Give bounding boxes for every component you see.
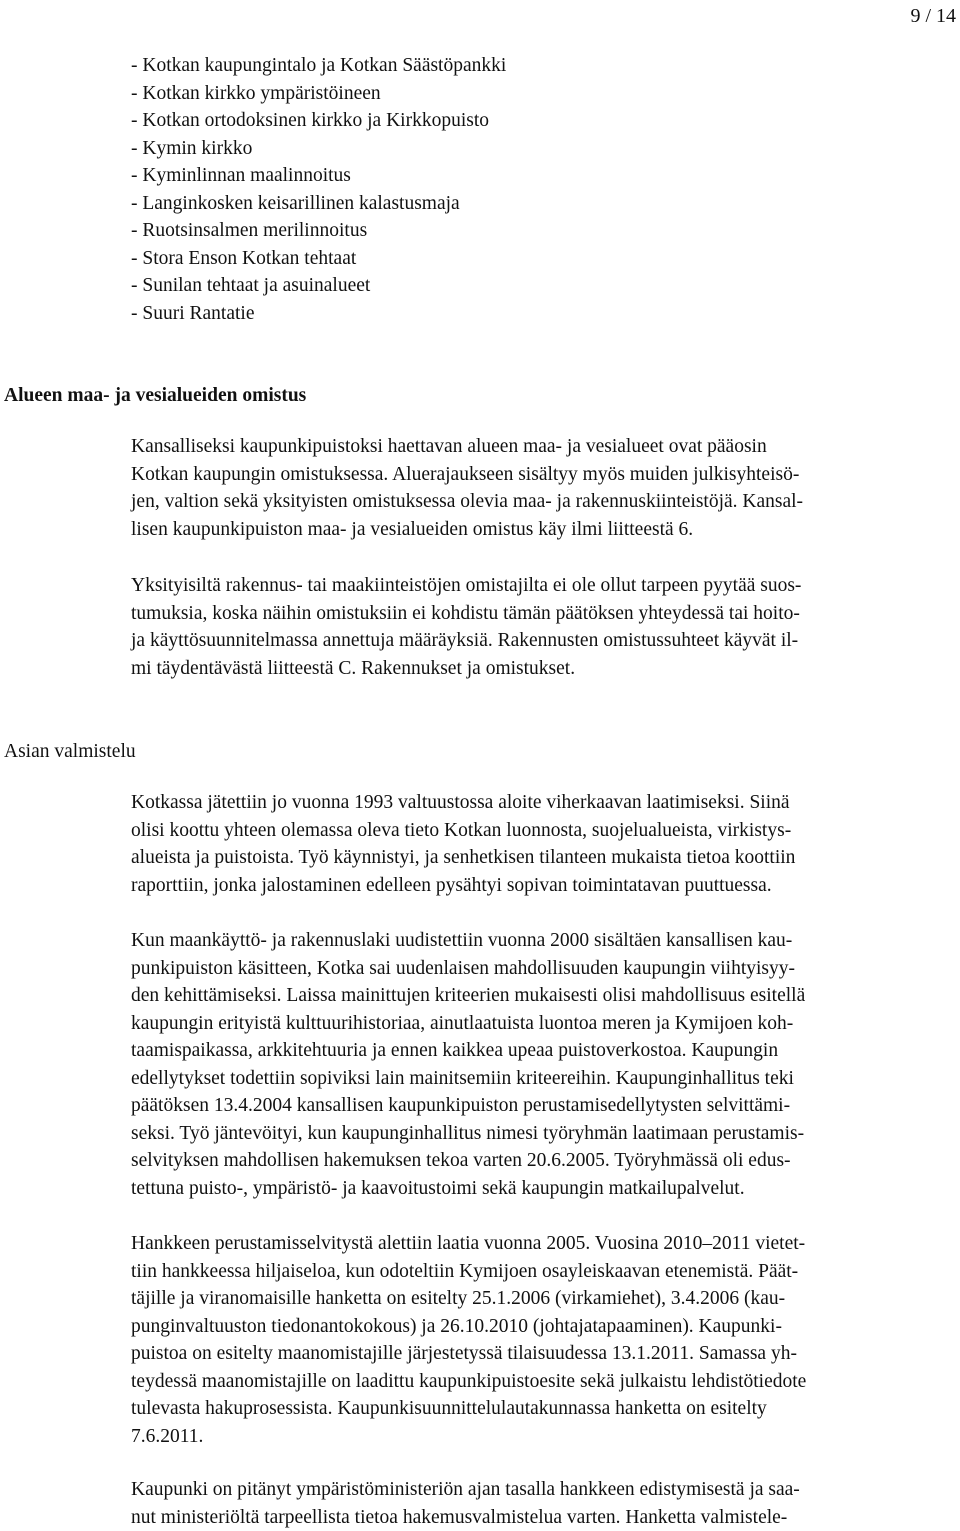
text-line: punkipuiston käsitteen, Kotka sai uudenlaisen mahdollisuuden kaupungin viihtyisyy- bbox=[131, 957, 795, 979]
text-line: Hankkeen perustamisselvitystä alettiin laatia vuonna 2005. Vuosina 2010–2011 vietet- bbox=[131, 1233, 806, 1254]
list-item: - Suuri Rantatie bbox=[131, 302, 255, 324]
list-item: - Langinkosken keisarillinen kalastusmaja bbox=[131, 192, 460, 214]
list-item: - Sunilan tehtaat ja asuinalueet bbox=[131, 275, 371, 296]
text-line: alueista ja puistoista. Työ käynnistyi, ja senhetkisen tilanteen mukaista tietoa koottiin bbox=[131, 847, 796, 868]
text-line: mi täydentävästä liitteestä C. Rakennukset ja omistukset. bbox=[131, 657, 576, 679]
text-line: olisi koottu yhteen olemassa oleva tieto Kotkan luonnosta, suojelualueista, virkistys- bbox=[131, 819, 792, 841]
preparation-paragraph-1 bbox=[131, 789, 960, 899]
text-line: Yksityisiltä rakennus- tai maakiinteistöjen omistajilta ei ole ollut tarpeen pyytää suos- bbox=[131, 575, 802, 596]
text-line: Kotkassa jätettiin jo vuonna 1993 valtuustossa aloite viherkaavan laatimiseksi. Siinä bbox=[131, 792, 790, 813]
text-line: jen, valtion sekä yksityisten omistuksessa olevia maa- ja rakennuskiinteistöjä. Kansal- bbox=[131, 491, 804, 512]
text-line: lisen kaupunkipuiston maa- ja vesialueiden omistus käy ilmi liitteestä 6. bbox=[131, 518, 694, 540]
text-line: taamispaikassa, arkkitehtuuria ja ennen kaikkea upeaa puistoverkostoa. Kaupungin bbox=[131, 1040, 779, 1061]
text-line: Kotkan kaupungin omistuksessa. Aluerajaukseen sisältyy myös muiden julkisyhteisö- bbox=[131, 463, 800, 485]
text-line: edellytykset todettiin sopiviksi lain mainitsemiin kriteereihin. Kaupunginhallitus teki bbox=[131, 1067, 794, 1089]
text-line: seksi. Työ jäntevöityi, kun kaupunginhallitus nimesi työryhmän laatimaan perustamis- bbox=[131, 1122, 805, 1144]
text-line: selvityksen mahdollisen hakemuksen tekoa varten 20.6.2005. Työryhmässä oli edus- bbox=[131, 1150, 791, 1171]
list-item: - Ruotsinsalmen merilinnoitus bbox=[131, 220, 368, 241]
text-line: den kehittämiseksi. Laissa mainittujen kriteerien mukaisesti olisi mahdollisuus esitellä bbox=[131, 985, 806, 1006]
text-line: punginvaltuuston tiedonantokokous) ja 26.10.2010 (johtajatapaaminen). Kaupunki- bbox=[131, 1315, 782, 1337]
text-line: Kaupunki on pitänyt ympäristöministeriön ajan tasalla hankkeen edistymisestä ja saa- bbox=[131, 1479, 800, 1500]
text-line: ja käyttösuunnitelmassa annettuja määräyksiä. Rakennusten omistussuhteet käyvät il- bbox=[131, 630, 799, 651]
text-line: puistoa on esitelty maanomistajille järjestetyssä tilaisuudessa 13.1.2011. Samassa yh- bbox=[131, 1343, 797, 1364]
text-line: kaupungin erityistä kulttuurihistoriaa, ainutlaatuista luontoa meren ja Kymijoen koh- bbox=[131, 1012, 794, 1034]
text-line: 7.6.2011. bbox=[131, 1425, 204, 1447]
text-line: päätöksen 13.4.2004 kansallisen kaupunkipuiston perustamisedellytysten selvittämi- bbox=[131, 1095, 791, 1116]
text-line: täjille ja viranomaisille hanketta on esitelty 25.1.2006 (virkamiehet), 3.4.2006 (kau- bbox=[131, 1288, 786, 1309]
page-number: 9 / 14 bbox=[910, 5, 956, 27]
list-item: - Kotkan kaupungintalo ja Kotkan Säästöpankki bbox=[131, 55, 507, 76]
ownership-heading: Alueen maa- ja vesialueiden omistus bbox=[4, 385, 307, 406]
landmark-list bbox=[131, 52, 506, 327]
preparation-heading: Asian valmistelu bbox=[4, 741, 136, 762]
text-line: tiin hankkeessa hiljaiseloa, kun odoteltiin Kymijoen osayleiskaavan etenemistä. Päät- bbox=[131, 1260, 799, 1282]
list-item: - Kymin kirkko bbox=[131, 137, 253, 159]
ownership-paragraph-2 bbox=[131, 572, 960, 682]
text-line: teydessä maanomistajille on laadittu kaupunkipuistoesite sekä julkaistu lehdistötiedote bbox=[131, 1370, 807, 1392]
list-item: - Kotkan ortodoksinen kirkko ja Kirkkopuisto bbox=[131, 110, 489, 131]
preparation-paragraph-3 bbox=[131, 1230, 960, 1450]
preparation-paragraph-2 bbox=[131, 927, 960, 1202]
text-line: tettuna puisto-, ympäristö- ja kaavoitustoimi sekä kaupungin matkailupalvelut. bbox=[131, 1177, 745, 1199]
list-item: - Stora Enson Kotkan tehtaat bbox=[131, 247, 357, 269]
preparation-paragraph-4 bbox=[131, 1476, 960, 1531]
text-line: raporttiin, jonka jalostaminen edelleen pysähtyi sopivan toimintatavan puuttuessa. bbox=[131, 874, 772, 896]
text-line: Kansalliseksi kaupunkipuistoksi haettavan alueen maa- ja vesialueet ovat pääosin bbox=[131, 436, 767, 457]
ownership-paragraph-1 bbox=[131, 433, 960, 543]
text-line: Kun maankäyttö- ja rakennuslaki uudistettiin vuonna 2000 sisältäen kansallisen kau- bbox=[131, 930, 793, 951]
text-line: nut ministeriöltä tarpeellista tietoa hakemusvalmistelua varten. Hanketta valmistele- bbox=[131, 1506, 788, 1528]
text-line: tumuksia, koska näihin omistuksiin ei kohdistu tämän päätöksen yhteydessä tai hoito- bbox=[131, 602, 800, 624]
list-item: - Kyminlinnan maalinnoitus bbox=[131, 165, 351, 186]
text-line: tulevasta hakuprosessista. Kaupunkisuunnittelulautakunnassa hanketta on esitelty bbox=[131, 1398, 767, 1419]
list-item: - Kotkan kirkko ympäristöineen bbox=[131, 82, 381, 104]
